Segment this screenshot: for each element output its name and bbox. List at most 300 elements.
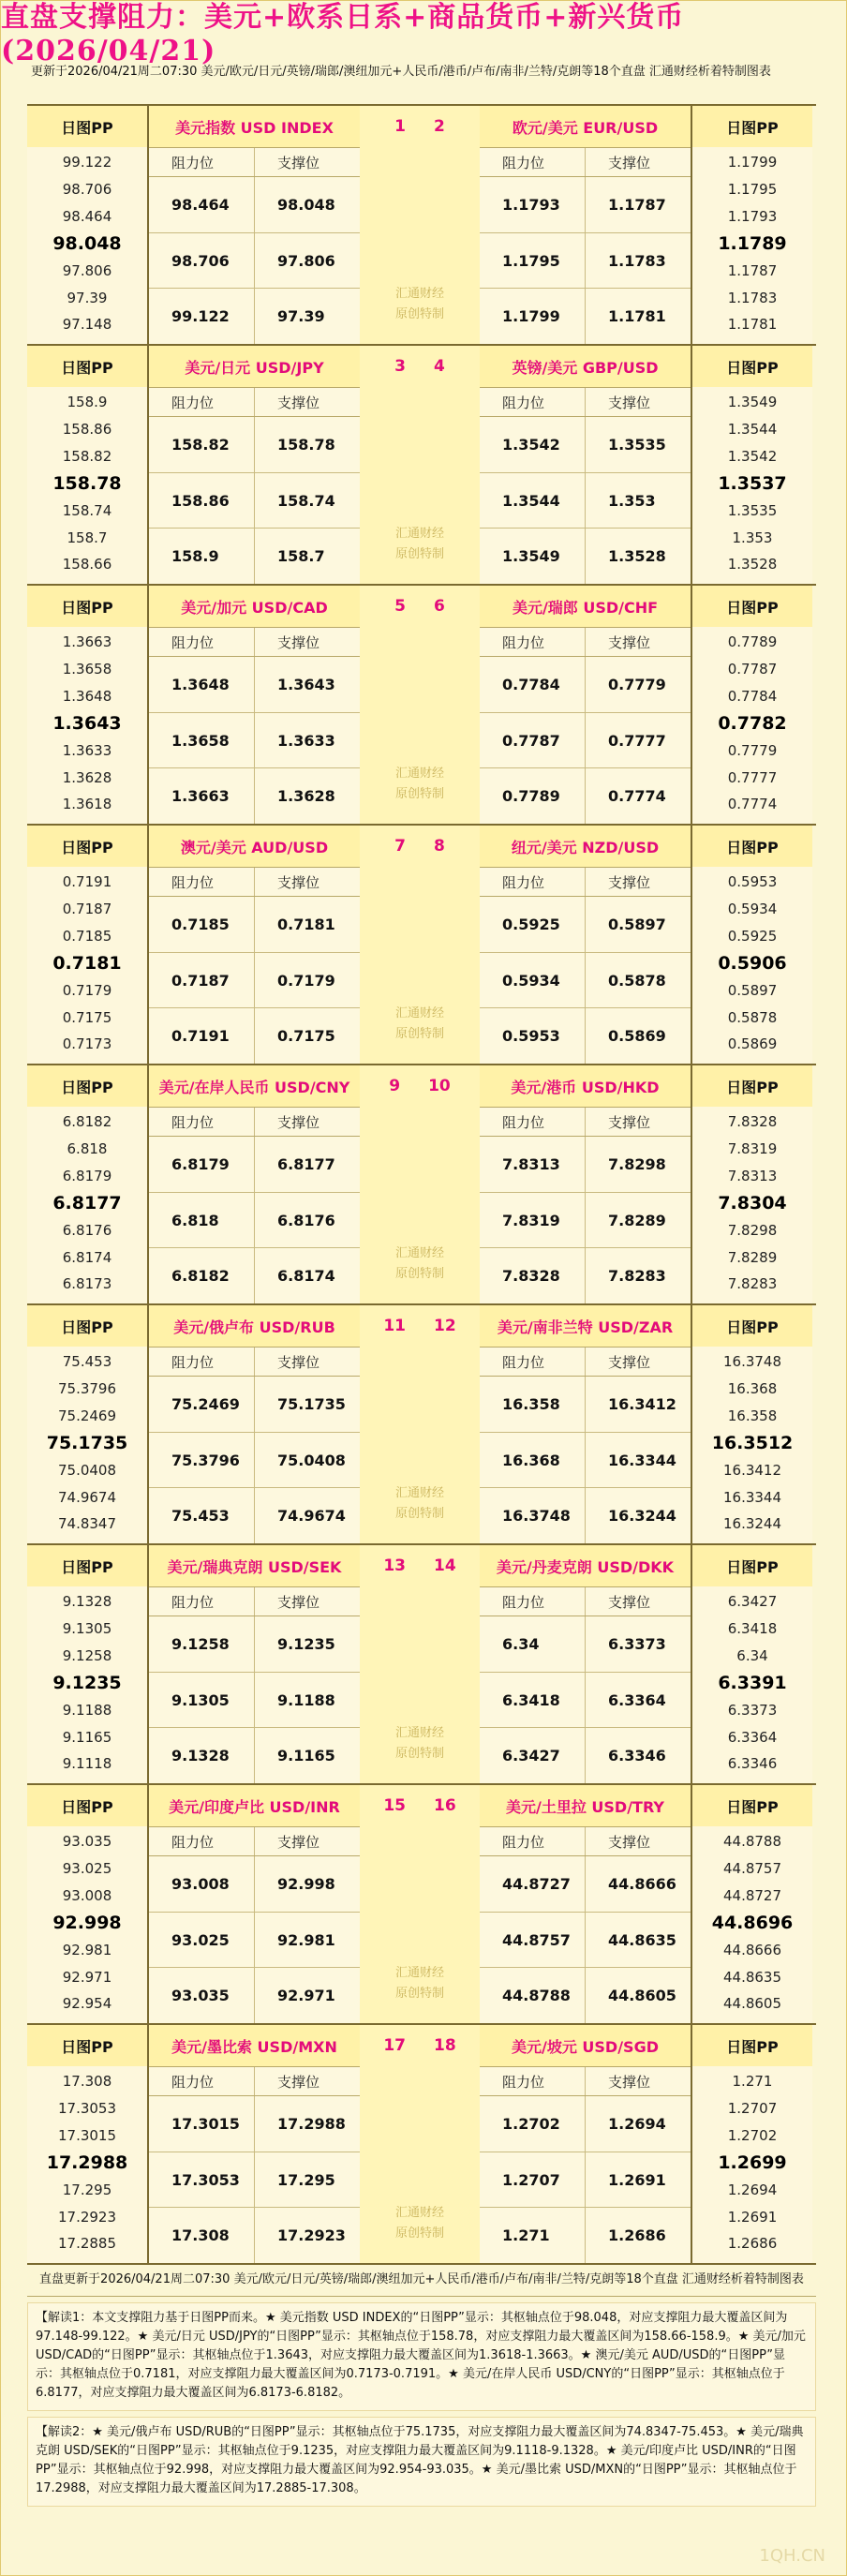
pp-value: 7.8328 xyxy=(727,1113,778,1131)
levels-row xyxy=(480,1913,691,1969)
support-value: 6.8174 xyxy=(254,1248,360,1303)
left-pp-column xyxy=(27,2025,149,2263)
pair-number: 12 xyxy=(434,1317,456,1335)
pair-number-column xyxy=(360,2025,480,2263)
pp-value: 1.3628 xyxy=(62,768,112,786)
pp-value: 1.3618 xyxy=(62,796,112,813)
resistance-value: 7.8328 xyxy=(502,1267,560,1286)
source-watermark xyxy=(395,2203,444,2244)
right-pair-panel xyxy=(480,1545,691,1783)
pair-name: 美元/瑞郎 USD/CHF xyxy=(480,586,691,627)
pp-header: 日图PP xyxy=(692,1305,812,1347)
support-value: 98.048 xyxy=(254,177,360,232)
resistance-header: 阻力位 xyxy=(502,1113,545,1131)
support-value: 0.7181 xyxy=(254,897,360,952)
levels-row xyxy=(149,1008,360,1064)
left-pair-panel xyxy=(149,826,360,1064)
levels-header-row xyxy=(480,148,691,177)
pair-name: 美元/印度卢比 USD/INR xyxy=(149,1785,360,1826)
right-pair-panel xyxy=(480,1785,691,2023)
pp-values xyxy=(27,627,147,824)
resistance-value: 99.122 xyxy=(171,307,230,326)
resistance-value: 1.1795 xyxy=(502,251,560,270)
pair-number: 4 xyxy=(434,357,445,376)
levels-row xyxy=(149,897,360,953)
pp-value: 92.954 xyxy=(62,1995,112,2013)
watermark-line: 原创特制 xyxy=(394,307,444,321)
pp-value: 1.271 xyxy=(732,2073,773,2091)
levels-row xyxy=(149,2152,360,2209)
watermark-area xyxy=(395,627,444,824)
pp-value: 6.8174 xyxy=(62,1248,112,1266)
resistance-value: 44.8727 xyxy=(502,1874,571,1893)
levels-table xyxy=(149,1347,360,1543)
pp-value: 1.1787 xyxy=(727,261,778,279)
resistance-value: 75.453 xyxy=(171,1507,230,1526)
pair-number: 3 xyxy=(394,357,406,376)
pair-number: 9 xyxy=(389,1077,401,1095)
support-header: 支撑位 xyxy=(585,2067,691,2095)
pp-value: 158.7 xyxy=(67,529,108,546)
pp-header: 日图PP xyxy=(27,346,147,387)
pp-value: 0.5925 xyxy=(727,928,778,946)
pp-value: 1.3663 xyxy=(62,633,112,651)
watermark-area xyxy=(395,1586,444,1783)
left-pp-column xyxy=(27,1785,149,2023)
support-value: 1.2691 xyxy=(585,2152,691,2208)
left-pair-panel xyxy=(149,1065,360,1303)
levels-header-row xyxy=(149,1827,360,1856)
pp-values xyxy=(27,2066,147,2263)
watermark-line: 汇通财经 xyxy=(394,1966,444,1980)
pp-value: 1.1795 xyxy=(727,181,778,199)
pp-value: 9.1258 xyxy=(62,1647,112,1665)
pp-value: 1.3633 xyxy=(62,741,112,759)
pp-pivot-value: 98.048 xyxy=(52,232,122,254)
pp-value: 98.464 xyxy=(62,208,112,226)
right-pp-column xyxy=(691,586,812,824)
pair-name: 美元/南非兰特 USD/ZAR xyxy=(480,1305,691,1347)
pp-header: 日图PP xyxy=(27,1065,147,1107)
support-value: 6.8177 xyxy=(254,1137,360,1192)
pp-pivot-value: 0.7782 xyxy=(718,712,787,734)
levels-row xyxy=(480,2152,691,2209)
right-pair-panel xyxy=(480,586,691,824)
levels-table xyxy=(149,2066,360,2263)
watermark-line: 汇通财经 xyxy=(394,1246,444,1260)
pp-value: 1.3648 xyxy=(62,688,112,706)
pp-value: 16.3244 xyxy=(722,1515,782,1533)
support-header: 支撑位 xyxy=(585,1348,691,1376)
pp-value: 75.2469 xyxy=(57,1407,117,1425)
support-value: 0.7774 xyxy=(585,768,691,824)
levels-table xyxy=(149,867,360,1064)
support-value: 75.1735 xyxy=(254,1377,360,1432)
pp-value: 92.971 xyxy=(62,1968,112,1986)
pp-value: 44.8757 xyxy=(722,1860,782,1878)
resistance-value: 1.3542 xyxy=(502,435,560,454)
resistance-value: 93.025 xyxy=(171,1930,230,1949)
levels-table xyxy=(480,867,691,1064)
pp-value: 0.7191 xyxy=(62,873,112,891)
pair-name: 美元/坡元 USD/SGD xyxy=(480,2025,691,2066)
levels-row xyxy=(480,1193,691,1249)
pp-header: 日图PP xyxy=(692,106,812,147)
levels-row xyxy=(480,953,691,1009)
pp-values xyxy=(692,2066,812,2263)
pair-name: 美元/俄卢布 USD/RUB xyxy=(149,1305,360,1347)
pp-value: 9.1328 xyxy=(62,1593,112,1611)
resistance-header: 阻力位 xyxy=(171,633,215,651)
pair-number: 6 xyxy=(434,597,445,616)
pp-header: 日图PP xyxy=(692,1785,812,1826)
pp-value: 44.8788 xyxy=(722,1833,782,1851)
pp-value: 92.981 xyxy=(62,1941,112,1958)
levels-row xyxy=(149,177,360,233)
support-header: 支撑位 xyxy=(254,2067,360,2095)
pp-value: 0.5934 xyxy=(727,901,778,918)
pp-value: 7.8289 xyxy=(727,1248,778,1266)
pp-value: 1.2686 xyxy=(727,2235,778,2253)
pair-name: 美元/日元 USD/JPY xyxy=(149,346,360,387)
resistance-value: 1.3648 xyxy=(171,675,230,693)
support-value: 6.3346 xyxy=(585,1728,691,1783)
pair-block xyxy=(27,586,816,826)
levels-row xyxy=(480,1008,691,1064)
right-pp-column xyxy=(691,826,812,1064)
support-value: 6.3364 xyxy=(585,1673,691,1728)
levels-header-row xyxy=(149,1348,360,1377)
pair-numbers xyxy=(389,1065,451,1107)
resistance-value: 6.3418 xyxy=(502,1690,560,1709)
pp-header: 日图PP xyxy=(27,2025,147,2066)
pp-value: 6.3364 xyxy=(727,1728,778,1746)
support-value: 16.3412 xyxy=(585,1377,691,1432)
support-value: 0.5869 xyxy=(585,1008,691,1064)
pp-header: 日图PP xyxy=(692,2025,812,2066)
resistance-value: 44.8757 xyxy=(502,1930,571,1949)
pp-value: 0.5878 xyxy=(727,1008,778,1026)
resistance-value: 158.86 xyxy=(171,491,230,510)
levels-row xyxy=(480,2096,691,2152)
watermark-line: 汇通财经 xyxy=(394,2206,444,2220)
resistance-value: 1.3663 xyxy=(171,787,230,806)
pair-number: 1 xyxy=(394,117,406,136)
pp-value: 1.3528 xyxy=(727,556,778,573)
levels-row xyxy=(480,177,691,233)
support-header: 支撑位 xyxy=(585,148,691,176)
support-header: 支撑位 xyxy=(254,148,360,176)
support-value: 0.7777 xyxy=(585,713,691,768)
pp-value: 0.7779 xyxy=(727,741,778,759)
pair-numbers xyxy=(383,1545,455,1586)
pp-value: 17.295 xyxy=(62,2181,112,2198)
resistance-header: 阻力位 xyxy=(502,2073,545,2091)
pair-numbers xyxy=(394,346,445,387)
pp-value: 0.7173 xyxy=(62,1035,112,1053)
levels-header-row xyxy=(480,2067,691,2096)
support-value: 92.971 xyxy=(254,1968,360,2023)
pair-number: 14 xyxy=(434,1556,456,1575)
pair-numbers xyxy=(394,586,445,627)
pp-pivot-value: 1.3537 xyxy=(718,472,787,494)
pp-value: 44.8727 xyxy=(722,1887,782,1905)
watermark-line: 汇通财经 xyxy=(394,1486,444,1500)
pp-values xyxy=(27,1347,147,1543)
levels-table xyxy=(480,387,691,584)
resistance-value: 44.8788 xyxy=(502,1987,571,2005)
levels-row xyxy=(480,417,691,473)
levels-row xyxy=(149,289,360,344)
pair-numbers xyxy=(383,1785,455,1826)
resistance-header: 阻力位 xyxy=(171,394,215,411)
pp-values xyxy=(692,867,812,1064)
resistance-value: 17.3015 xyxy=(171,2114,240,2133)
pp-value: 0.7789 xyxy=(727,633,778,651)
support-value: 97.39 xyxy=(254,289,360,344)
support-value: 158.74 xyxy=(254,473,360,529)
resistance-value: 0.5953 xyxy=(502,1027,560,1046)
resistance-value: 17.308 xyxy=(171,2226,230,2245)
resistance-header: 阻力位 xyxy=(171,1353,215,1371)
resistance-value: 7.8313 xyxy=(502,1154,560,1173)
levels-table xyxy=(480,1586,691,1783)
pp-header: 日图PP xyxy=(692,1065,812,1107)
levels-header-row xyxy=(480,388,691,417)
pp-value: 7.8283 xyxy=(727,1275,778,1293)
levels-header-row xyxy=(149,2067,360,2096)
resistance-value: 158.82 xyxy=(171,435,230,454)
support-value: 7.8289 xyxy=(585,1193,691,1248)
pp-value: 1.3542 xyxy=(727,448,778,466)
support-value: 1.1787 xyxy=(585,177,691,232)
levels-row xyxy=(149,657,360,713)
resistance-header: 阻力位 xyxy=(502,1833,545,1851)
pp-value: 7.8319 xyxy=(727,1140,778,1158)
right-pair-panel xyxy=(480,106,691,344)
levels-table xyxy=(480,1826,691,2023)
pp-value: 44.8605 xyxy=(722,1995,782,2013)
levels-table xyxy=(149,147,360,344)
resistance-value: 16.358 xyxy=(502,1394,560,1413)
pp-value: 0.5897 xyxy=(727,981,778,999)
pp-value: 75.3796 xyxy=(57,1380,117,1398)
pair-number-column xyxy=(360,1545,480,1783)
resistance-header: 阻力位 xyxy=(171,873,215,891)
pp-values xyxy=(27,387,147,584)
brand-watermark: 1QH.CN xyxy=(759,2546,825,2566)
levels-header-row xyxy=(480,1108,691,1137)
pp-value: 158.9 xyxy=(67,394,108,411)
pp-value: 0.7774 xyxy=(727,796,778,813)
pp-pivot-value: 1.1789 xyxy=(718,232,787,254)
pp-value: 1.3535 xyxy=(727,501,778,519)
pp-value: 0.7187 xyxy=(62,901,112,918)
resistance-value: 6.8182 xyxy=(171,1267,230,1286)
levels-header-row xyxy=(149,148,360,177)
pp-value: 1.3544 xyxy=(727,421,778,439)
support-value: 0.7779 xyxy=(585,657,691,712)
support-value: 6.8176 xyxy=(254,1193,360,1248)
support-header: 支撑位 xyxy=(585,628,691,656)
left-pair-panel xyxy=(149,1785,360,2023)
watermark-line: 原创特制 xyxy=(394,1027,444,1041)
resistance-value: 6.818 xyxy=(171,1211,219,1229)
pp-value: 7.8313 xyxy=(727,1168,778,1185)
watermark-area xyxy=(395,147,444,344)
pp-value: 6.3346 xyxy=(727,1755,778,1773)
resistance-value: 7.8319 xyxy=(502,1211,560,1229)
pp-value: 97.148 xyxy=(62,316,112,334)
levels-table xyxy=(480,1347,691,1543)
pp-value: 6.8182 xyxy=(62,1113,112,1131)
pair-name: 美元/丹麦克朗 USD/DKK xyxy=(480,1545,691,1586)
pp-value: 16.3344 xyxy=(722,1488,782,1506)
levels-table xyxy=(149,627,360,824)
pair-name: 纽元/美元 NZD/USD xyxy=(480,826,691,867)
source-watermark xyxy=(395,764,444,805)
watermark-line: 原创特制 xyxy=(394,2226,444,2241)
pp-values xyxy=(27,867,147,1064)
source-watermark xyxy=(395,1963,444,2004)
resistance-header: 阻力位 xyxy=(171,1593,215,1611)
pair-name: 美元/加元 USD/CAD xyxy=(149,586,360,627)
levels-header-row xyxy=(480,628,691,657)
support-value: 0.7175 xyxy=(254,1008,360,1064)
pp-header: 日图PP xyxy=(27,586,147,627)
levels-row xyxy=(480,233,691,290)
pp-pivot-value: 1.2699 xyxy=(718,2152,787,2173)
pair-number-column xyxy=(360,1305,480,1543)
right-pp-column xyxy=(691,1305,812,1543)
pp-header: 日图PP xyxy=(692,346,812,387)
pp-value: 0.7787 xyxy=(727,661,778,678)
support-header: 支撑位 xyxy=(585,388,691,416)
pp-pivot-value: 0.7181 xyxy=(52,952,122,974)
pair-number: 7 xyxy=(394,837,406,856)
pair-numbers xyxy=(383,2025,455,2066)
left-pp-column xyxy=(27,826,149,1064)
pp-values xyxy=(692,1586,812,1783)
pp-value: 9.1188 xyxy=(62,1701,112,1719)
pp-value: 0.5869 xyxy=(727,1035,778,1053)
resistance-value: 1.2702 xyxy=(502,2114,560,2133)
pair-block xyxy=(27,1065,816,1305)
watermark-line: 原创特制 xyxy=(394,1987,444,2001)
pp-value: 0.7175 xyxy=(62,1008,112,1026)
support-value: 44.8605 xyxy=(585,1968,691,2023)
pp-value: 1.2691 xyxy=(727,2208,778,2226)
pp-value: 44.8635 xyxy=(722,1968,782,1986)
resistance-header: 阻力位 xyxy=(502,394,545,411)
pair-number-column xyxy=(360,1785,480,2023)
pp-value: 158.66 xyxy=(62,556,112,573)
pp-value: 1.1781 xyxy=(727,316,778,334)
pp-value: 75.0408 xyxy=(57,1461,117,1479)
pair-name: 美元指数 USD INDEX xyxy=(149,106,360,147)
support-value: 74.9674 xyxy=(254,1488,360,1543)
pp-value: 1.1799 xyxy=(727,154,778,171)
resistance-value: 75.3796 xyxy=(171,1451,240,1469)
pp-value: 6.34 xyxy=(736,1647,768,1665)
resistance-header: 阻力位 xyxy=(171,1113,215,1131)
watermark-line: 原创特制 xyxy=(394,1507,444,1521)
resistance-value: 0.7187 xyxy=(171,971,230,990)
support-value: 1.3528 xyxy=(585,529,691,584)
pair-number: 18 xyxy=(434,2036,456,2055)
resistance-value: 17.3053 xyxy=(171,2170,240,2189)
resistance-value: 16.3748 xyxy=(502,1507,571,1526)
pp-pivot-value: 6.3391 xyxy=(718,1672,787,1693)
pp-header: 日图PP xyxy=(27,826,147,867)
pp-value: 17.2885 xyxy=(57,2235,117,2253)
pair-block xyxy=(27,1785,816,2025)
resistance-header: 阻力位 xyxy=(502,154,545,171)
pp-header: 日图PP xyxy=(27,1305,147,1347)
levels-row xyxy=(480,1137,691,1193)
resistance-value: 98.706 xyxy=(171,251,230,270)
levels-row xyxy=(149,1673,360,1729)
support-value: 158.7 xyxy=(254,529,360,584)
support-value: 0.5897 xyxy=(585,897,691,952)
pp-value: 6.3427 xyxy=(727,1593,778,1611)
right-pair-panel xyxy=(480,826,691,1064)
watermark-area xyxy=(395,2066,444,2263)
pp-pivot-value: 17.2988 xyxy=(46,2152,128,2173)
levels-row xyxy=(149,713,360,769)
left-pair-panel xyxy=(149,346,360,584)
pp-value: 17.308 xyxy=(62,2073,112,2091)
left-pp-column xyxy=(27,1305,149,1543)
pair-numbers xyxy=(394,106,445,147)
pp-value: 97.806 xyxy=(62,261,112,279)
watermark-line: 汇通财经 xyxy=(394,1726,444,1740)
interpretation-note-1: 【解读1：本文支撑阻力基于日图PP而来。★ 美元指数 USD INDEX的“日图PP”显示：其枢轴点位于98.048，对应支撑阻力最大覆盖区间为97.148-99.122。★ 美元/日元 USD/JPY的“日图PP”显示：其枢轴点位于158.78，对应支撑阻力最大覆盖区间为158.66-158.9。★ 美元/加元 USD/CAD的“日图PP”显示：其枢轴点位于1.3643，对应支撑阻力最大覆盖区间为1.3618-1.3663。★ 澳元/美元 AUD/USD的“日图PP”显示：其枢轴点位于0.7181，对应支撑阻力最大覆盖区间为0.7173-0.7191。★ 美元/在岸人民币 USD/CNY的“日图PP”显示：其枢轴点位于6.8177，对应支撑阻力最大覆盖区间为6.8173-6.8182。 xyxy=(27,2302,816,2411)
left-pp-column xyxy=(27,586,149,824)
pp-value: 6.3418 xyxy=(727,1620,778,1638)
pair-name: 欧元/美元 EUR/USD xyxy=(480,106,691,147)
levels-row xyxy=(149,1616,360,1673)
pp-grid xyxy=(27,104,816,2265)
pp-header: 日图PP xyxy=(27,106,147,147)
pp-value: 9.1118 xyxy=(62,1755,112,1773)
pp-pivot-value: 158.78 xyxy=(52,472,122,494)
pp-pivot-value: 1.3643 xyxy=(52,712,122,734)
pp-values xyxy=(27,1826,147,2023)
pp-pivot-value: 6.8177 xyxy=(52,1192,122,1214)
pp-value: 1.353 xyxy=(732,529,773,546)
pp-value: 97.39 xyxy=(67,289,108,306)
support-header: 支撑位 xyxy=(254,1108,360,1136)
pp-value: 1.3658 xyxy=(62,661,112,678)
levels-row xyxy=(149,1968,360,2023)
levels-row xyxy=(149,953,360,1009)
support-value: 17.2923 xyxy=(254,2208,360,2263)
watermark-line: 原创特制 xyxy=(394,787,444,801)
pp-value: 16.358 xyxy=(727,1407,778,1425)
pp-value: 6.8173 xyxy=(62,1275,112,1293)
watermark-line: 原创特制 xyxy=(394,547,444,561)
support-value: 1.1783 xyxy=(585,233,691,289)
support-value: 75.0408 xyxy=(254,1433,360,1488)
pair-block xyxy=(27,106,816,346)
source-watermark xyxy=(395,1243,444,1285)
support-value: 1.2694 xyxy=(585,2096,691,2152)
support-value: 1.3628 xyxy=(254,768,360,824)
support-header: 支撑位 xyxy=(585,1827,691,1855)
resistance-value: 0.7185 xyxy=(171,915,230,933)
pair-number-column xyxy=(360,586,480,824)
